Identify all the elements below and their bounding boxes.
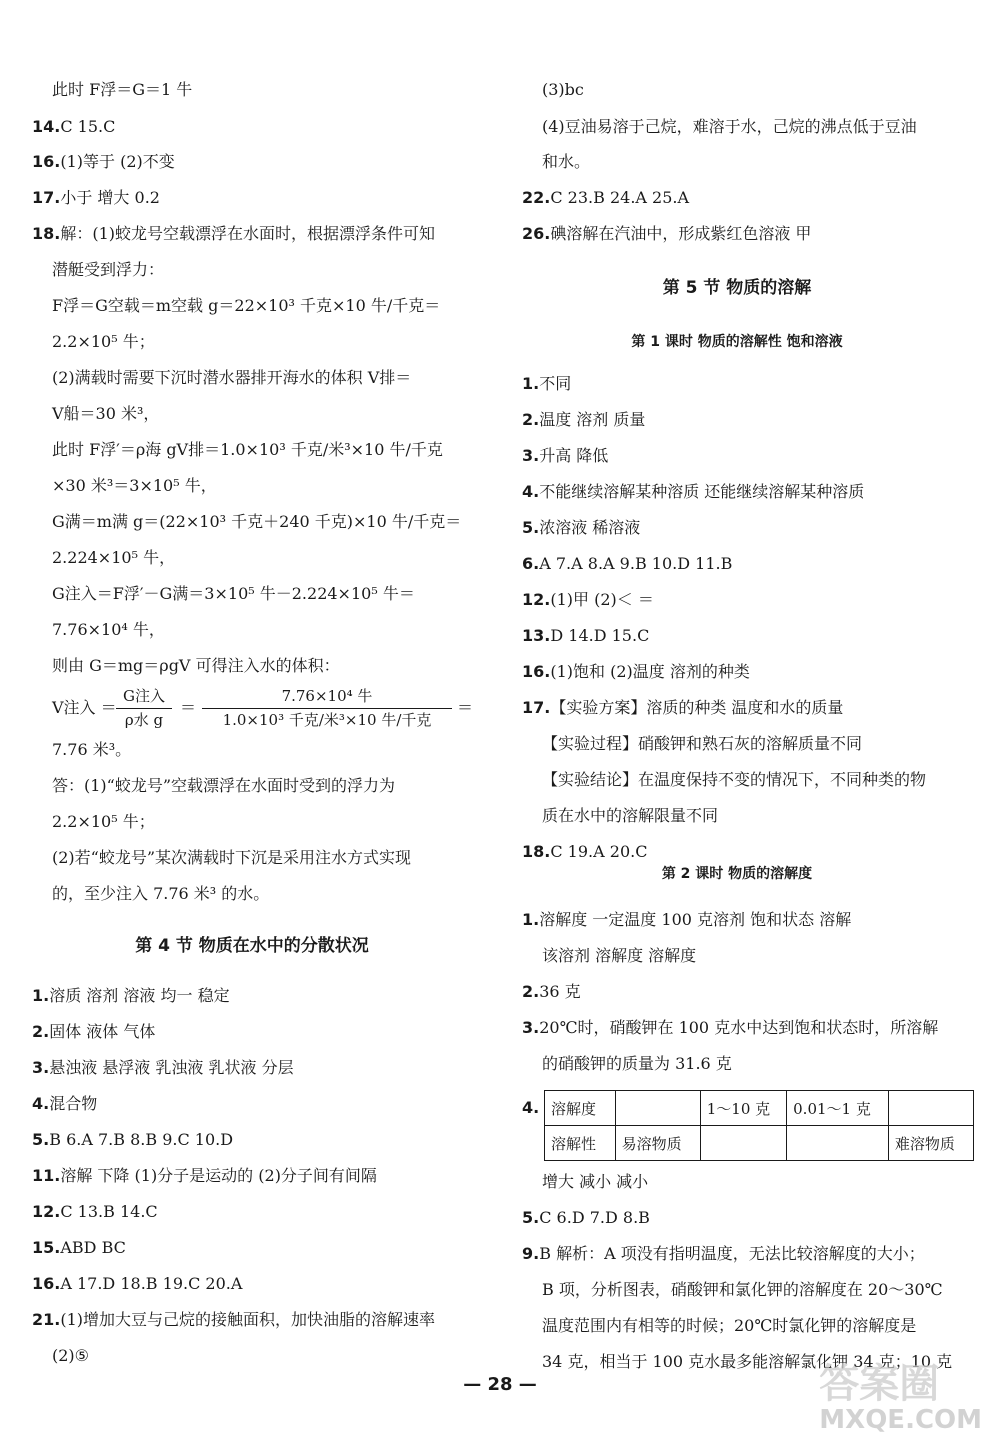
answer-text: 悬浊液 悬浮液 乳浊液 乳状液 分层 [49, 1058, 294, 1077]
fraction-denominator: ρ水 g [124, 711, 164, 729]
answer-text: V船＝30 米³， [52, 404, 160, 423]
answer-line [522, 222, 811, 246]
answer-text: (1)等于 (2)不变 [60, 152, 175, 171]
answer-text: G满＝m满 g＝(22×10³ 千克＋240 千克)×10 牛/千克＝ [52, 512, 462, 531]
answer-line [522, 480, 864, 504]
question-number: 18. [522, 842, 551, 861]
answer-text: 不能继续溶解某种溶质 还能继续溶解某种溶质 [539, 482, 865, 501]
answer-text: 溶质 溶剂 溶液 均一 稳定 [49, 986, 230, 1005]
answer-line [52, 78, 192, 102]
answer-text: 升高 降低 [539, 446, 609, 465]
table-cell [615, 1091, 700, 1126]
answer-text: 2.224×10⁵ 牛， [52, 548, 176, 567]
fraction-bar [202, 708, 452, 709]
answer-line [52, 882, 269, 906]
answer-line [542, 1314, 916, 1338]
question-number: 15. [32, 1238, 61, 1257]
answer-line [542, 1170, 648, 1194]
question-number: 12. [522, 590, 551, 609]
answer-line [32, 1128, 233, 1152]
question-number: 12. [32, 1202, 61, 1221]
fraction-bar [116, 708, 172, 709]
question-number: 2. [32, 1022, 50, 1041]
answer-line [32, 186, 160, 210]
answer-text: D 14.D 15.C [550, 626, 650, 645]
answer-line [522, 516, 640, 540]
answer-text: 浓溶液 稀溶液 [539, 518, 641, 537]
answer-line [542, 115, 917, 139]
answer-line [32, 1272, 242, 1296]
answer-line [32, 1164, 377, 1188]
answer-line [522, 1096, 539, 1120]
answer-text: 答：(1)“蛟龙号”空载漂浮在水面时受到的浮力为 [52, 776, 396, 795]
answer-text: 固体 液体 气体 [49, 1022, 156, 1041]
equals-sign: ＝ [457, 698, 474, 717]
answer-line [32, 150, 175, 174]
table-cell [888, 1091, 973, 1126]
question-number: 13. [522, 626, 551, 645]
answer-line [32, 984, 230, 1008]
watermark-text: 答案圈 [819, 1361, 940, 1407]
answer-line [522, 186, 689, 210]
answer-line [52, 510, 461, 534]
answer-line [522, 660, 750, 684]
answer-text: 【实验方案】溶质的种类 温度和水的质量 [550, 698, 844, 717]
page-number: — 28 — [463, 1374, 537, 1395]
answer-text: B 项，分析图表，硝酸钾和氯化钾的溶解度在 20～30℃ [542, 1280, 943, 1299]
question-number: 5. [32, 1130, 50, 1149]
answer-line [52, 654, 340, 678]
table-cell [700, 1126, 786, 1161]
fraction-denominator: 1.0×10³ 千克/米³×10 牛/千克 [222, 711, 432, 729]
question-number: 21. [32, 1310, 61, 1329]
watermark-url: MXQE.COM [819, 1405, 982, 1435]
question-number: 2. [522, 410, 540, 429]
answer-line [52, 546, 175, 570]
answer-text: 20℃时，硝酸钾在 100 克水中达到饱和状态时，所溶解 [539, 1018, 939, 1037]
section-5-title: 第 5 节 物质的溶解 [662, 278, 812, 298]
question-number: 4. [522, 482, 540, 501]
answer-text: C 13.B 14.C [60, 1202, 158, 1221]
answer-line [32, 222, 435, 246]
fraction-numerator: G注入 [123, 687, 165, 705]
answer-line [542, 732, 862, 756]
question-number: 4. [32, 1094, 50, 1113]
answer-line [522, 408, 645, 432]
answer-text: B 解析：A 项没有指明温度，无法比较溶解度的大小； [539, 1244, 925, 1263]
question-number: 3. [32, 1058, 50, 1077]
question-number: 5. [522, 518, 540, 537]
answer-line [522, 588, 654, 612]
answer-text: (4)豆油易溶于己烷，难溶于水，己烷的沸点低于豆油 [542, 117, 917, 136]
answer-text: 的，至少注入 7.76 米³ 的水。 [52, 884, 270, 903]
question-number: 9. [522, 1244, 540, 1263]
answer-text: 和水。 [542, 152, 591, 171]
answer-text: A 17.D 18.B 19.C 20.A [60, 1274, 243, 1293]
answer-line [542, 1278, 943, 1302]
answer-line [52, 846, 411, 870]
table-cell [787, 1126, 889, 1161]
table-cell: 溶解性 [545, 1126, 616, 1161]
answer-line [52, 402, 159, 426]
answer-text: 质在水中的溶解限量不同 [542, 806, 719, 825]
answer-text: 7.76 米³。 [52, 740, 132, 759]
table-cell: 难溶物质 [888, 1126, 973, 1161]
answer-line [52, 582, 415, 606]
question-number: 16. [522, 662, 551, 681]
table-cell: 溶解度 [545, 1091, 616, 1126]
table-cell: 0.01～1 克 [787, 1091, 889, 1126]
table-cell: 1～10 克 [700, 1091, 786, 1126]
question-number: 6. [522, 554, 540, 573]
answer-line [542, 804, 718, 828]
answer-line [522, 1242, 925, 1266]
answer-text: G注入＝F浮′－G满＝3×10⁵ 牛－2.224×10⁵ 牛＝ [52, 584, 415, 603]
answer-line [52, 366, 411, 390]
answer-line [52, 810, 155, 834]
answer-line [52, 258, 164, 282]
answer-line [52, 294, 440, 318]
answer-line [32, 1236, 126, 1260]
answer-text: 此时 F浮′＝ρ海 gV排＝1.0×10³ 千克/米³×10 牛/千克 [52, 440, 443, 459]
answer-text: A 7.A 8.A 9.B 10.D 11.B [539, 554, 733, 573]
equals-sign: ＝ [180, 698, 197, 717]
question-number: 26. [522, 224, 551, 243]
answer-text: 7.76×10⁴ 牛， [52, 620, 165, 639]
answer-line [522, 980, 581, 1004]
answer-line [52, 438, 443, 462]
answer-line [522, 372, 571, 396]
answer-line [522, 624, 649, 648]
answer-text: 34 克，相当于 100 克水最多能溶解氯化钾 34 克；10 克 [542, 1352, 953, 1371]
question-number: 16. [32, 1274, 61, 1293]
answer-text: C 6.D 7.D 8.B [539, 1208, 650, 1227]
answer-text: (1)甲 (2)＜ ＝ [550, 590, 654, 609]
answer-text: (3)bc [542, 80, 584, 99]
question-number: 18. [32, 224, 61, 243]
answer-line [542, 78, 584, 102]
answer-text: F浮＝G空载＝m空载 g＝22×10³ 千克×10 牛/千克＝ [52, 296, 441, 315]
lesson-2-title: 第 2 课时 物质的溶解度 [661, 866, 813, 882]
answer-text: 此时 F浮＝G＝1 牛 [52, 80, 193, 99]
answer-text: ×30 米³＝3×10⁵ 牛， [52, 476, 217, 495]
answer-line [52, 1344, 89, 1368]
answer-text: 【实验过程】硝酸钾和熟石灰的溶解质量不同 [542, 734, 863, 753]
answer-line [52, 738, 131, 762]
answer-text: 溶解度 一定温度 100 克溶剂 饱和状态 溶解 [539, 910, 852, 929]
question-number: 17. [522, 698, 551, 717]
answer-line [32, 1308, 435, 1332]
answer-text: 混合物 [49, 1094, 98, 1113]
answer-line [542, 768, 926, 792]
answer-line [52, 774, 395, 798]
answer-text: C 15.C [60, 117, 116, 136]
answer-text: 【实验结论】在温度保持不变的情况下，不同种类的物 [542, 770, 927, 789]
solubility-table [544, 1090, 974, 1161]
answer-text: C 23.B 24.A 25.A [550, 188, 690, 207]
answer-line [52, 618, 165, 642]
question-number: 1. [522, 374, 540, 393]
answer-line [542, 150, 590, 174]
answer-line [522, 1016, 938, 1040]
answer-text: 该溶剂 溶解度 溶解度 [542, 946, 697, 965]
lesson-1-title: 第 1 课时 物质的溶解性 饱和溶液 [631, 334, 843, 350]
answer-text: (2)若“蛟龙号”某次满载时下沉是采用注水方式实现 [52, 848, 412, 867]
answer-line [522, 444, 608, 468]
answer-text: (2)满载时需要下沉时潜水器排开海水的体积 V排＝ [52, 368, 412, 387]
answer-text: 不同 [539, 374, 572, 393]
answer-text: 的硝酸钾的质量为 31.6 克 [542, 1054, 732, 1073]
question-number: 1. [522, 910, 540, 929]
question-number: 16. [32, 152, 61, 171]
answer-line [32, 1092, 97, 1116]
answer-line [52, 474, 217, 498]
answer-text: 增大 减小 减小 [542, 1172, 649, 1191]
answer-text: (2)⑤ [52, 1346, 90, 1365]
answer-line [522, 908, 851, 932]
question-number: 22. [522, 188, 551, 207]
answer-text: 解：(1)蛟龙号空载漂浮在水面时，根据漂浮条件可知 [60, 224, 436, 243]
answer-line [52, 330, 155, 354]
question-number: 11. [32, 1166, 61, 1185]
question-number: 3. [522, 1018, 540, 1037]
answer-text: 2.2×10⁵ 牛； [52, 812, 155, 831]
question-number: 1. [32, 986, 50, 1005]
answer-text: 碘溶解在汽油中，形成紫红色溶液 甲 [550, 224, 812, 243]
volume-equation [52, 684, 472, 732]
section-4-title: 第 4 节 物质在水中的分散状况 [135, 936, 369, 956]
answer-text: 温度范围内有相等的时候；20℃时氯化钾的溶解度是 [542, 1316, 917, 1335]
answer-line [32, 1020, 155, 1044]
answer-line [522, 840, 647, 864]
answer-line [522, 552, 732, 576]
question-number: 4. [522, 1098, 540, 1117]
question-number: 5. [522, 1208, 540, 1227]
answer-line [542, 944, 696, 968]
answer-text: 则由 G＝mg＝ρgV 可得注入水的体积： [52, 656, 340, 675]
answer-line [542, 1052, 732, 1076]
answer-line [522, 1206, 650, 1230]
answer-text: 温度 溶剂 质量 [539, 410, 646, 429]
answer-text: 小于 增大 0.2 [60, 188, 160, 207]
answer-text: (1)增加大豆与己烷的接触面积，加快油脂的溶解速率 [60, 1310, 436, 1329]
answer-line [522, 696, 843, 720]
answer-line [32, 115, 115, 139]
answer-text: 2.2×10⁵ 牛； [52, 332, 155, 351]
table-cell: 易溶物质 [615, 1126, 700, 1161]
answer-text: (1)饱和 (2)温度 溶剂的种类 [550, 662, 750, 681]
question-number: 17. [32, 188, 61, 207]
answer-text: ABD BC [60, 1238, 126, 1257]
equation-lhs: V注入 ＝ [52, 698, 117, 717]
question-number: 2. [522, 982, 540, 1001]
table-row [545, 1126, 974, 1161]
question-number: 3. [522, 446, 540, 465]
answer-text: C 19.A 20.C [550, 842, 648, 861]
watermark-logo [819, 1352, 982, 1435]
table-row [545, 1091, 974, 1126]
answer-text: B 6.A 7.B 8.B 9.C 10.D [49, 1130, 234, 1149]
answer-line [32, 1200, 158, 1224]
answer-text: 36 克 [539, 982, 581, 1001]
answer-text: 潜艇受到浮力： [52, 260, 165, 279]
answer-text: 溶解 下降 (1)分子是运动的 (2)分子间有间隔 [60, 1166, 377, 1185]
fraction-numerator: 7.76×10⁴ 牛 [281, 687, 373, 705]
answer-line [32, 1056, 294, 1080]
question-number: 14. [32, 117, 61, 136]
